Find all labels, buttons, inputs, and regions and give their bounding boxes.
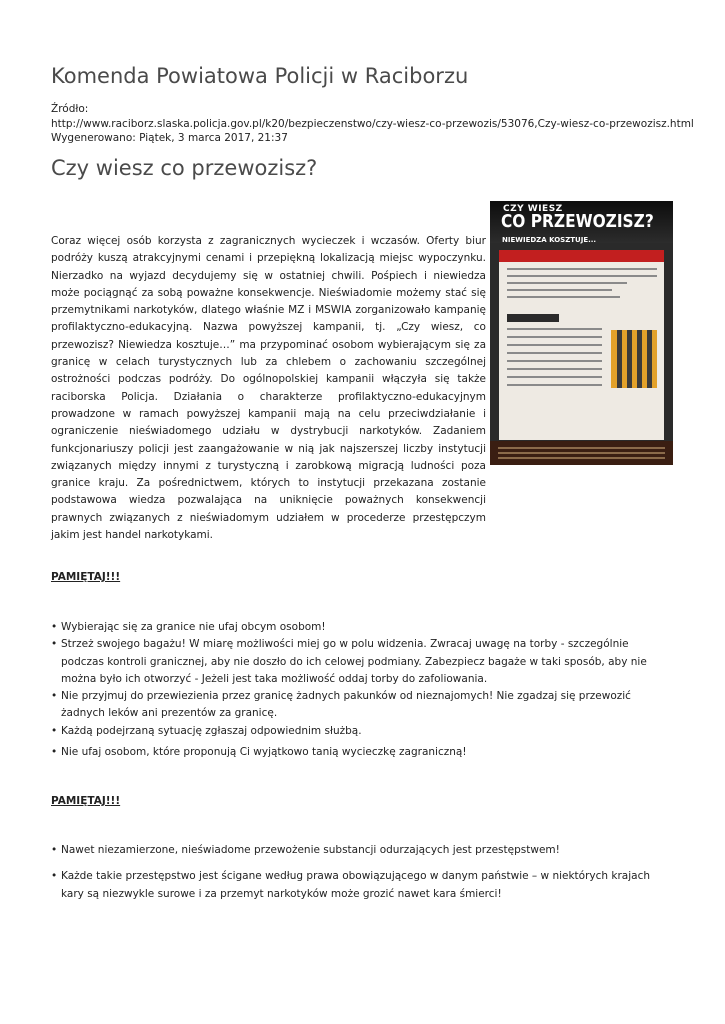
- poster-dark-label: [507, 314, 559, 322]
- poster-line1: CZY WIESZ: [503, 204, 563, 214]
- source-url[interactable]: http://www.raciborz.slaska.policja.gov.pl/k20/bezpieczenstwo/czy-wiesz-co-przewozis/53076,Czy-wiesz-co-przewozisz.html: [51, 117, 694, 130]
- section1-list: [51, 619, 671, 761]
- poster-line2: CO PRZEWOZISZ?: [501, 212, 654, 232]
- site-title: Komenda Powiatowa Policji w Raciborzu: [51, 64, 469, 88]
- section2-heading: PAMIĘTAJ!!!: [51, 795, 121, 807]
- poster-line3: NIEWIEDZA KOSZTUJE...: [502, 236, 597, 244]
- list-item: • Strzeż swojego bagażu! W miarę możliwości miej go w polu widzenia. Zwracaj uwagę na torby - szczególnie podczas kontroli granicznej, aby nie doszło do ich celowej podmiany. Zabezpiecz bagaże w taki sposób, aby nie można było ich otworzyć - Jeżeli jest taka możliwość oddaj torby do zafoliowania.: [51, 636, 671, 688]
- section1-heading: PAMIĘTAJ!!!: [51, 571, 121, 583]
- poster-text-lines-2: [507, 328, 602, 392]
- list-item: • Każde takie przestępstwo jest ścigane według prawa obowiązującego w danym państwie – w niektórych krajach kary są niezwykle surowe i za przemyt narkotyków może grozić nawet kara śmierci!: [51, 868, 671, 903]
- section2-list: [51, 842, 671, 903]
- poster-red-banner: [499, 250, 664, 262]
- document-meta: [51, 102, 694, 146]
- source-label: Źródło:: [51, 103, 89, 115]
- article-intro: Coraz więcej osób korzysta z zagranicznych wycieczek i wczasów. Oferty biur podróży kuszą atrakcyjnymi cenami i przepiękną lokalizacją miejsc wypoczynku. Nierzadko na wyjazd decydujemy się w ostatniej chwili. Pośpiech i niewiedza może pociągnąć za sobą poważne konsekwencje. Nieświadomie możemy stać się przemytnikami narkotyków, dlatego właśnie MZ i MSWIA zorganizowało kampanię profilaktyczno-edukacyjną. Nazwa powyższej kampanii, tj. „Czy wiesz, co przewozisz? Niewiedza kosztuje…” ma przypominać osobom wybierającym się za granicę w celach turystycznych lub za chlebem o zachowaniu szczególnej ostrożności podczas podróży. Do ogólnopolskiej kampanii włączyła się także raciborska Policja. Działania o charakterze profilaktyczno-edukacyjnym prowadzone w ramach powyższej kampanii mają na celu przeciwdziałanie i ograniczenie nieświadomego udziału w dystrybucji narkotyków. Zadaniem funkcjonariuszy policji jest zaangażowanie w nią jak najszerszej liczby instytucji związanych między innymi z turystyczną i zarobkową migracją ludności poza granice kraju. Za pośrednictwem, których to instytucji przekazana zostanie podstawowa wiedza pozwalająca na uniknięcie poważnych konsekwencji prawnych związanych z nieświadomym udziałem w procederze przestępczym jakim jest handel narkotykami.: [51, 235, 486, 542]
- generated-date: Wygenerowano: Piątek, 3 marca 2017, 21:37: [51, 132, 288, 144]
- article-title: Czy wiesz co przewozisz?: [51, 156, 318, 180]
- poster-prison-bars-graphic: [611, 330, 657, 388]
- list-item: • Każdą podejrzaną sytuację zgłaszaj odpowiednim służbą.: [51, 723, 671, 740]
- poster-footer: [490, 441, 673, 465]
- poster-header: [490, 201, 673, 243]
- list-item: • Nie przyjmuj do przewiezienia przez granicę żadnych pakunków od nieznajomych! Nie zgadzaj się przewozić żadnych leków ani prezentów za granicę.: [51, 688, 671, 723]
- list-item: • Wybierając się za granice nie ufaj obcym osobom!: [51, 619, 671, 636]
- poster-text-lines: [507, 268, 657, 303]
- campaign-poster-image: [490, 201, 673, 465]
- list-item: • Nie ufaj osobom, które proponują Ci wyjątkowo tanią wycieczkę zagraniczną!: [51, 744, 671, 761]
- list-item: • Nawet niezamierzone, nieświadome przewożenie substancji odurzających jest przestępstwem!: [51, 842, 671, 859]
- poster-body: [499, 250, 664, 440]
